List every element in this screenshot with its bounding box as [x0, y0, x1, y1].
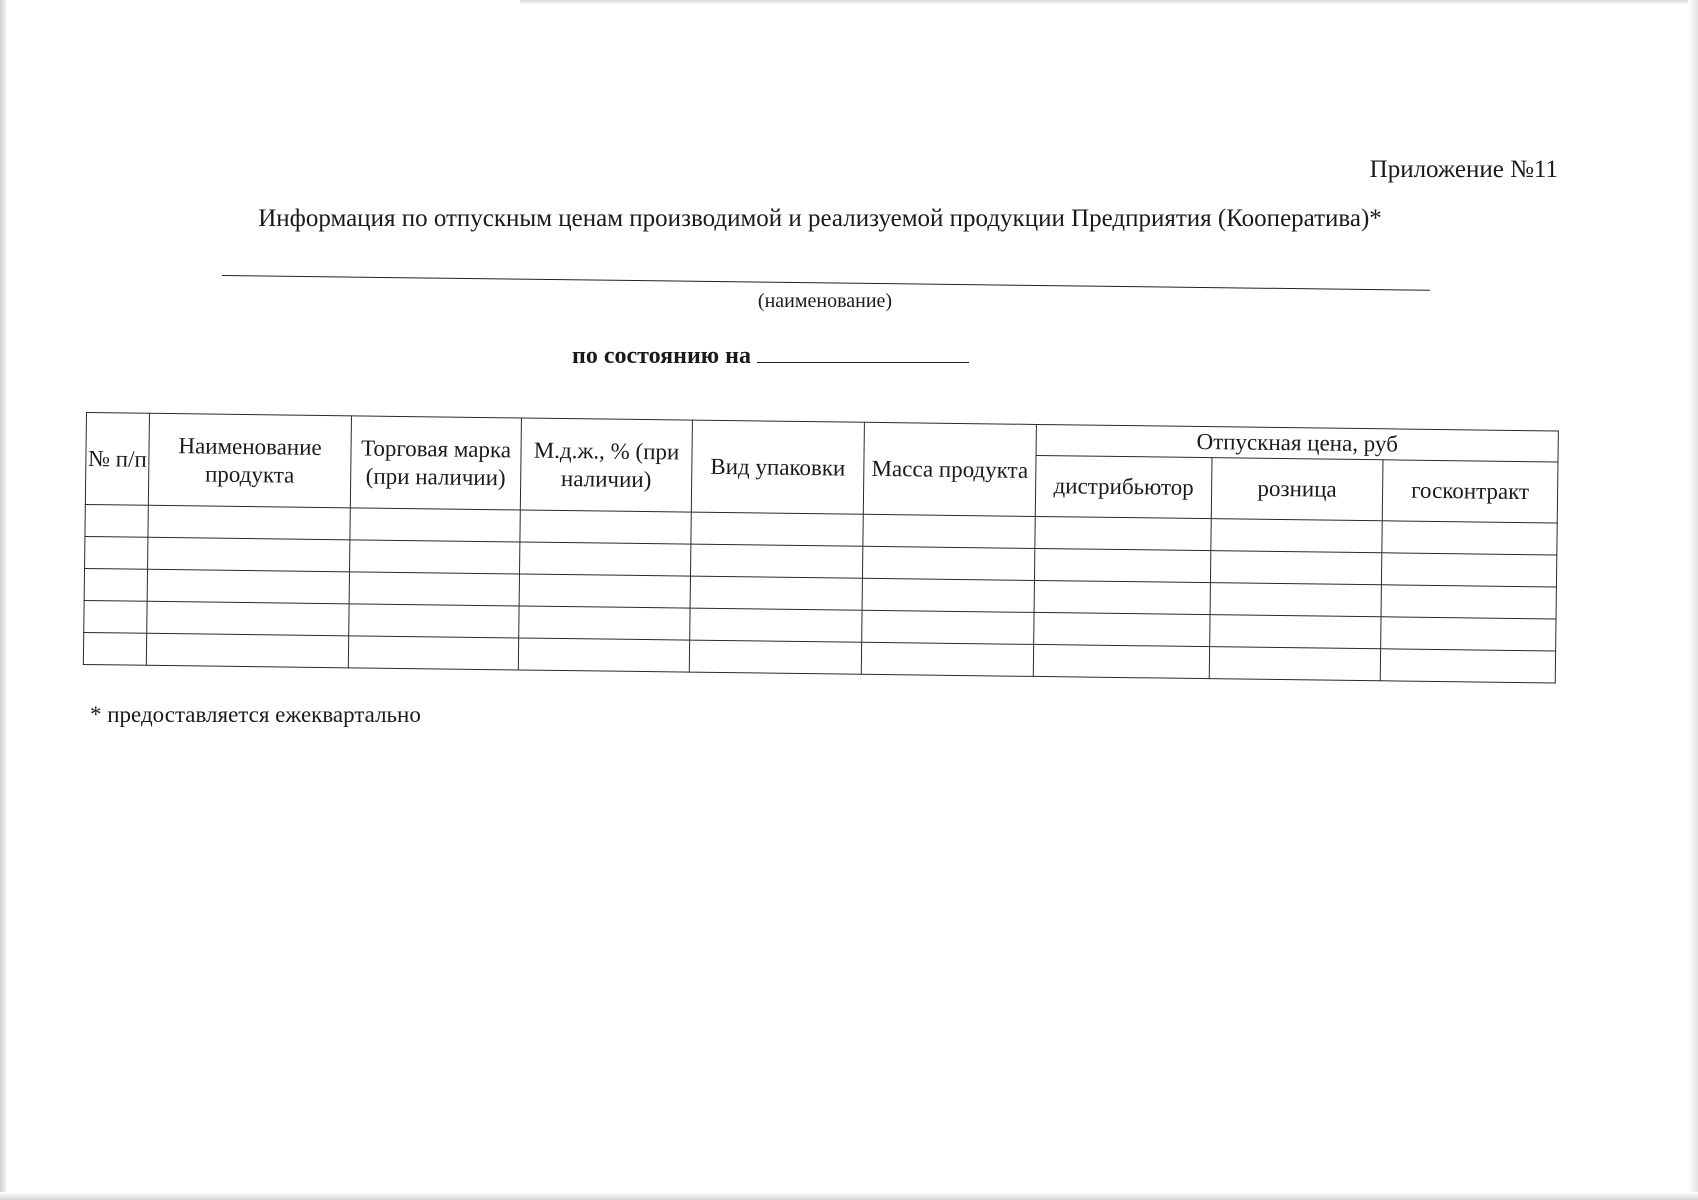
header-distributor: дистрибьютор: [1035, 455, 1212, 518]
header-num: № п/п: [85, 413, 149, 506]
table-cell-distributor[interactable]: [1034, 548, 1210, 582]
table-cell-trademark[interactable]: [350, 508, 520, 542]
scan-left-edge: [0, 0, 6, 1200]
organization-name-line[interactable]: [222, 275, 1430, 291]
table-cell-product-name[interactable]: [148, 505, 350, 540]
table-cell-product-name[interactable]: [147, 569, 349, 604]
table-cell-retail[interactable]: [1210, 583, 1381, 617]
table-cell-product-name[interactable]: [146, 633, 348, 668]
table-cell-packaging[interactable]: [690, 608, 862, 642]
price-table-container: [83, 412, 1558, 683]
table-cell-fat-content[interactable]: [519, 574, 690, 608]
header-trademark: Торговая марка (при наличии): [350, 416, 521, 510]
table-cell-trademark[interactable]: [348, 636, 518, 670]
appendix-label: Приложение №11: [1369, 156, 1558, 183]
table-cell-product-name[interactable]: [147, 601, 349, 636]
document-title: Информация по отпускным ценам производимой и реализуемой продукции Предприятия (Кооператива)*: [258, 205, 1382, 232]
header-row-1: [86, 413, 1558, 462]
header-mass: Масса продукта: [863, 422, 1036, 516]
table-cell-distributor[interactable]: [1034, 612, 1210, 646]
as-of-date-blank[interactable]: [757, 340, 969, 363]
table-cell-num[interactable]: [85, 536, 148, 569]
table-cell-fat-content[interactable]: [519, 542, 690, 576]
table-cell-retail[interactable]: [1209, 647, 1380, 681]
as-of-date-field: [572, 340, 969, 370]
table-cell-packaging[interactable]: [689, 640, 861, 674]
header-packaging: Вид упаковки: [691, 420, 864, 514]
table-cell-mass[interactable]: [862, 578, 1034, 612]
table-cell-trademark[interactable]: [350, 540, 520, 574]
table-cell-num[interactable]: [84, 600, 147, 633]
table-cell-gov-contract[interactable]: [1381, 585, 1556, 619]
organization-name-caption: (наименование): [757, 290, 893, 312]
header-price-group: Отпускная цена, руб: [1036, 424, 1558, 462]
price-table: [83, 412, 1559, 683]
table-cell-mass[interactable]: [862, 610, 1034, 644]
table-cell-packaging[interactable]: [690, 576, 862, 610]
table-cell-num[interactable]: [83, 632, 146, 665]
table-cell-gov-contract[interactable]: [1382, 521, 1557, 555]
scan-top-edge: [520, 0, 1698, 5]
table-cell-fat-content[interactable]: [518, 638, 689, 672]
table-cell-trademark[interactable]: [349, 572, 519, 606]
table-cell-gov-contract[interactable]: [1381, 553, 1556, 587]
header-product-name: Наименование продукта: [148, 413, 351, 508]
as-of-label: по состоянию на: [572, 343, 751, 369]
table-cell-fat-content[interactable]: [519, 606, 690, 640]
header-fat-content: М.д.ж., % (при наличии): [520, 418, 692, 512]
table-cell-retail[interactable]: [1210, 615, 1381, 649]
table-cell-retail[interactable]: [1211, 519, 1382, 553]
header-gov-contract: госконтракт: [1382, 460, 1558, 523]
table-cell-packaging[interactable]: [691, 512, 863, 546]
footnote: * предоставляется ежеквартально: [90, 702, 421, 727]
table-cell-gov-contract[interactable]: [1380, 649, 1555, 683]
table-cell-distributor[interactable]: [1035, 516, 1211, 550]
table-cell-product-name[interactable]: [148, 537, 350, 572]
table-cell-trademark[interactable]: [349, 604, 519, 638]
table-cell-packaging[interactable]: [690, 544, 862, 578]
table-cell-distributor[interactable]: [1034, 580, 1210, 614]
table-cell-fat-content[interactable]: [520, 510, 691, 544]
header-retail: розница: [1211, 458, 1383, 521]
table-cell-distributor[interactable]: [1033, 644, 1209, 678]
table-cell-mass[interactable]: [861, 642, 1033, 676]
table-cell-num[interactable]: [84, 568, 147, 601]
scan-right-edge: [1688, 0, 1698, 1200]
table-cell-mass[interactable]: [862, 546, 1034, 580]
table-cell-gov-contract[interactable]: [1381, 617, 1556, 651]
table-cell-mass[interactable]: [863, 514, 1035, 548]
price-table-body: [83, 504, 1557, 682]
scan-bottom-edge: [0, 1192, 1698, 1200]
table-cell-retail[interactable]: [1210, 551, 1381, 585]
table-cell-num[interactable]: [85, 504, 148, 537]
